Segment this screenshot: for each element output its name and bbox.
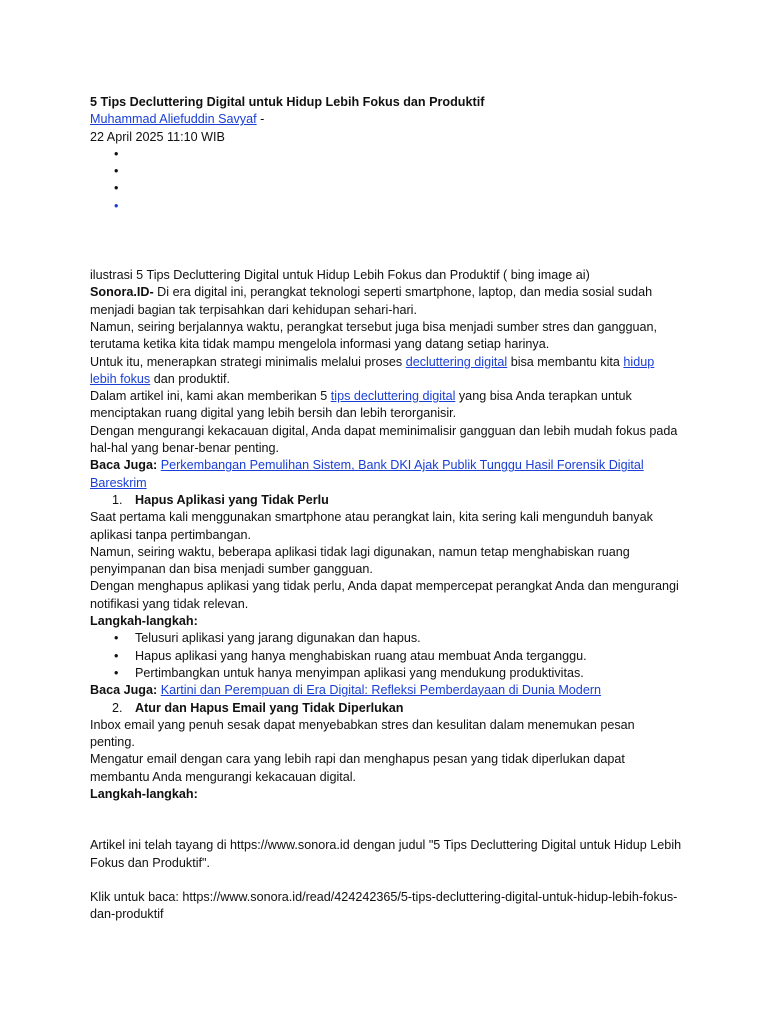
author-separator: - [256,112,265,127]
related-article [90,682,682,699]
list-item: • Pertimbangkan untuk hanya menyimpan aplikasi yang mendukung produktivitas. [90,665,682,682]
share-bullet-link[interactable] [90,198,682,215]
related-article-link[interactable]: Kartini dan Perempuan di Era Digital: Refleksi Pemberdayaan di Dunia Modern [160,683,602,698]
byline [90,111,682,128]
paragraph: Dalam artikel ini, kami akan memberikan 5 tips decluttering digital yang bisa Anda terapkan untuk menciptakan ruang digital yang lebih bersih dan lebih terorganisir. [90,389,632,421]
article-title: 5 Tips Decluttering Digital untuk Hidup Lebih Fokus dan Produktif [90,95,485,109]
image-caption: ilustrasi 5 Tips Decluttering Digital untuk Hidup Lebih Fokus dan Produktif ( bing image ai) [90,268,590,283]
section-heading-list [90,700,682,717]
spacer [90,803,682,837]
paragraph: Namun, seiring berjalannya waktu, perangkat tersebut juga bisa menjadi sumber stres dan gangguan, terutama ketika kita tidak mampu mengelola informasi yang datang setiap harinya. [90,319,658,352]
steps-list [90,630,682,682]
share-bullet[interactable] [90,146,682,163]
tips-decluttering-link[interactable]: tips decluttering digital [330,389,456,404]
section-heading-list [90,492,682,509]
share-bullet[interactable] [90,180,682,197]
list-item: • Hapus aplikasi yang hanya menghabiskan ruang atau membuat Anda terganggu. [90,648,682,665]
baca-juga-label: Baca Juga: [90,683,158,698]
steps-label: Langkah-langkah: [90,786,198,801]
paragraph: Dengan menghapus aplikasi yang tidak perlu, Anda dapat mempercepat perangkat Anda dan mengurangi notifikasi yang tidak relevan. [90,579,679,611]
steps-label: Langkah-langkah: [90,614,198,629]
decluttering-digital-link[interactable]: decluttering digital [405,354,508,369]
paragraph: Namun, seiring waktu, beberapa aplikasi tidak lagi digunakan, namun tetap menghabiskan ruang penyimpanan dan bisa menjadi sumber gangguan. [90,544,630,577]
paragraph: Dengan mengurangi kekacauan digital, Anda dapat meminimalisir gangguan dan lebih mudah fokus pada hal-hal yang benar-benar penting. [90,423,678,456]
lead-paragraph: Sonora.ID- Di era digital ini, perangkat teknologi seperti smartphone, laptop, dan media sosial sudah menjadi bagian tak terpisahkan dari kehidupan sehari-hari. [90,285,653,317]
spacer [90,872,682,889]
paragraph: Saat pertama kali menggunakan smartphone atau perangkat lain, kita sering kali mengunduh banyak aplikasi tanpa pertimbangan. [90,510,653,542]
share-bullet-list [90,146,682,215]
related-article [90,457,682,492]
section-heading: 2. Atur dan Hapus Email yang Tidak Diperlukan [112,700,404,715]
paragraph: Inbox email yang penuh sesak dapat menyebabkan stres dan kesulitan dalam menemukan pesan penting. [90,717,635,750]
section-heading: 1. Hapus Aplikasi yang Tidak Perlu [112,492,329,507]
list-item: • Telusuri aplikasi yang jarang digunakan dan hapus. [90,630,682,647]
hidup-lebih-fokus-link[interactable]: hidup lebih fokus [90,354,655,386]
source-label: Sonora.ID- [90,285,154,300]
author-link[interactable]: Muhammad Aliefuddin Savyaf [90,112,257,127]
footer-note: Artikel ini telah tayang di https://www.sonora.id dengan judul "5 Tips Decluttering Digital untuk Hidup Lebih Fokus dan Produktif". [90,838,682,870]
related-article-link[interactable]: Perkembangan Pemulihan Sistem, Bank DKI Ajak Publik Tunggu Hasil Forensik Digital Bareskrim [90,458,644,490]
image-placeholder [90,215,682,267]
article-container [90,94,682,923]
paragraph: Mengatur email dengan cara yang lebih rapi dan menghapus pesan yang tidak diperlukan dapat membantu Anda mengurangi kekacauan digital. [90,752,625,784]
share-bullet[interactable] [90,163,682,180]
publish-date: 22 April 2025 11:10 WIB [90,129,225,144]
footer-read-link: Klik untuk baca: https://www.sonora.id/read/424242365/5-tips-decluttering-digital-untuk-hidup-lebih-fokus-dan-produktif [90,889,678,922]
paragraph: Untuk itu, menerapkan strategi minimalis melalui proses decluttering digital bisa membantu kita hidup lebih fokus dan produktif. [90,354,655,386]
baca-juga-label: Baca Juga: [90,458,158,473]
